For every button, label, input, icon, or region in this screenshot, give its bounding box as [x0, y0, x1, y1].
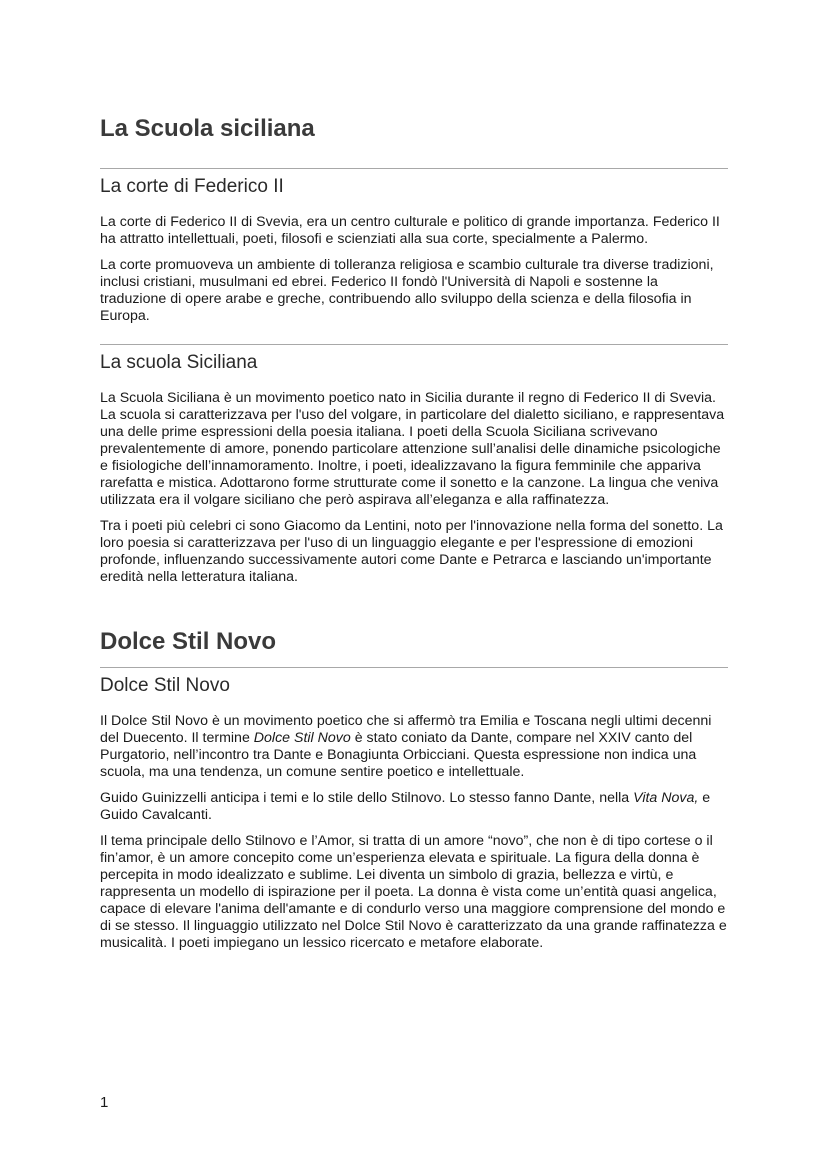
section-divider — [100, 344, 728, 345]
document-page — [100, 0, 728, 952]
section-title-scuola-siciliana: La Scuola siciliana — [100, 115, 315, 142]
paragraph: La corte di Federico II di Svevia, era un centro culturale e politico di grande importanza. Federico II ha attratto intellettuali, poeti, filosofi e scienziati alla sua corte, specialmente a Palermo. — [100, 214, 720, 247]
paragraph: La corte promuoveva un ambiente di tolleranza religiosa e scambio culturale tra diverse tradizioni, inclusi cristiani, musulmani ed ebrei. Federico II fondò l'Università di Napoli e sostenne la traduzione di opere arabe e greche, contribuendo allo sviluppo della scienza e della filosofia in Europa. — [100, 257, 714, 324]
paragraph: Tra i poeti più celebri ci sono Giacomo da Lentini, noto per l'innovazione nella forma del sonetto. La loro poesia si caratterizzava per l'uso di un linguaggio elegante e per l'espressione di emozioni profonde, influenzando successivamente autori come Dante e Petrarca e lasciando un'importante eredità nella letteratura italiana. — [100, 518, 723, 585]
emphasis: Vita Nova, — [633, 790, 699, 806]
page-number: 1 — [100, 1094, 109, 1111]
paragraph: Il tema principale dello Stilnovo e l’Amor, si tratta di un amore “novo”, che non è di tipo cortese o il fin’amor, è un amore concepito come un’esperienza elevata e spirituale. La figura della donna è percepita in modo idealizzato e sublime. Lei diventa un simbolo di grazia, bellezza e virtù, e rappresenta un modello di ispirazione per il poeta. La donna è vista come un’entità quasi angelica, capace di elevare l'anima dell'amante e di condurlo verso una maggiore comprensione del mondo e di se stesso. Il linguaggio utilizzato nel Dolce Stil Novo è caratterizzato da una grande raffinatezza e musicalità. I poeti impiegano un lessico ricercato e metafore elaborate. — [100, 833, 727, 951]
paragraph: La Scuola Siciliana è un movimento poetico nato in Sicilia durante il regno di Federico II di Svevia. La scuola si caratterizzava per l'uso del volgare, in particolare del dialetto siciliano, e rappresentava una delle prime espressioni della poesia italiana. I poeti della Scuola Siciliana scrivevano prevalentemente di amore, ponendo particolare attenzione sull’analisi delle dinamiche psicologiche e fisiologiche dell’innamoramento. Inoltre, i poeti, idealizzavano la figura femminile che appariva rarefatta e mistica. Adottarono forme strutturate come il sonetto e la canzone. La lingua che veniva utilizzata era il volgare siciliano che però aspirava all’eleganza e alla raffinatezza. — [100, 390, 725, 508]
subsection-title-corte: La corte di Federico II — [100, 176, 284, 197]
paragraph: Guido Guinizzelli anticipa i temi e lo stile dello Stilnovo. Lo stesso fanno Dante, nella Vita Nova, e Guido Cavalcanti. — [100, 790, 711, 823]
section-divider — [100, 168, 728, 169]
subsection-title-dolce-stil-novo: Dolce Stil Novo — [100, 675, 230, 696]
section-title-dolce-stil-novo: Dolce Stil Novo — [100, 628, 277, 655]
emphasis: Dolce Stil Novo — [253, 730, 351, 746]
subsection-title-scuola: La scuola Siciliana — [100, 352, 258, 373]
section-divider — [100, 667, 728, 668]
paragraph: Il Dolce Stil Novo è un movimento poetico che si affermò tra Emilia e Toscana negli ultimi decenni del Duecento. Il termine Dolce Stil Novo è stato coniato da Dante, compare nel XXIV canto del Purgatorio, nell’incontro tra Dante e Bonagiunta Orbicciani. Questa espressione non indica una scuola, ma una tendenza, un comune sentire poetico e intellettuale. — [100, 713, 712, 780]
